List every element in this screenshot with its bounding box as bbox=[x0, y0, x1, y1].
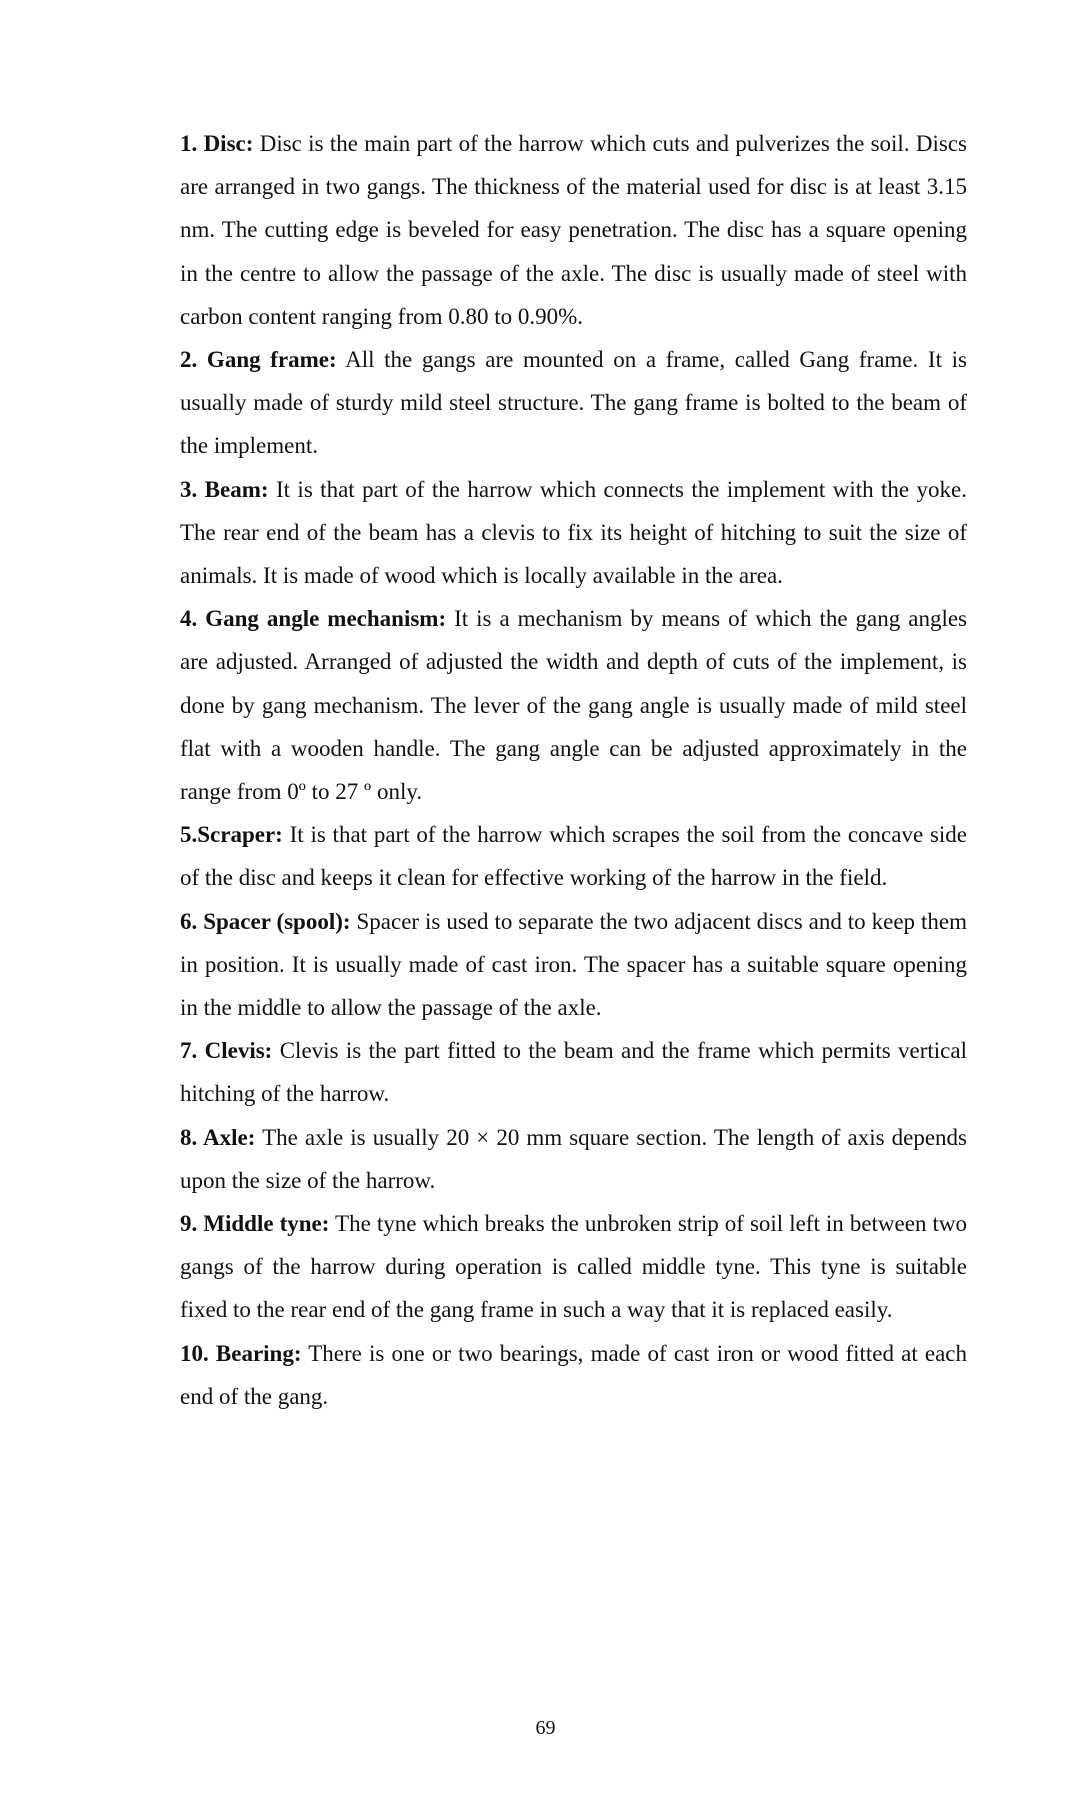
item-term: 7. Clevis: bbox=[180, 1038, 273, 1064]
item-spacer bbox=[180, 900, 967, 1030]
item-text: Spacer is used to separate the two adjacent discs and to keep them in position. It is usually made of cast iron. The spacer has a suitable square opening in the middle to allow the passage of the axle. bbox=[180, 908, 967, 1021]
item-disc bbox=[180, 122, 967, 338]
item-text: There is one or two bearings, made of cast iron or wood fitted at each end of the gang. bbox=[180, 1340, 967, 1409]
item-term: 6. Spacer (spool): bbox=[180, 908, 351, 934]
item-text: Disc is the main part of the harrow which cuts and pulverizes the soil. Discs are arranged in two gangs. The thickness of the material used for disc is at least 3.15 nm. The cutting edge is beveled for easy penetration. The disc has a square opening in the centre to allow the passage of the axle. The disc is usually made of steel with carbon content ranging from 0.80 to 0.90%. bbox=[180, 131, 967, 329]
item-term: 10. Bearing: bbox=[180, 1340, 302, 1366]
item-text: It is that part of the harrow which connects the implement with the yoke. The rear end of the beam has a clevis to fix its height of hitching to suit the size of animals. It is made of wood which is locally available in the area. bbox=[180, 476, 967, 589]
item-scraper bbox=[180, 813, 967, 899]
item-gang-frame bbox=[180, 338, 967, 468]
item-term: 5.Scraper: bbox=[180, 822, 283, 848]
page-number: 69 bbox=[535, 1717, 556, 1739]
item-text: It is a mechanism by means of which the gang angles are adjusted. Arranged of adjusted the width and depth of cuts of the implement, is done by gang mechanism. The lever of the gang angle is usually made of mild steel flat with a wooden handle. The gang angle can be adjusted approximately in the range from 0º to 27 º only. bbox=[180, 606, 967, 805]
item-bearing bbox=[180, 1332, 967, 1418]
item-term: 8. Axle: bbox=[180, 1124, 256, 1150]
item-term: 2. Gang frame: bbox=[180, 347, 337, 373]
item-text: The tyne which breaks the unbroken strip of soil left in between two gangs of the harrow during operation is called middle tyne. This tyne is suitable fixed to the rear end of the gang frame in such a way that it is replaced easily. bbox=[180, 1211, 967, 1323]
item-gang-angle-mechanism bbox=[180, 597, 967, 813]
item-term: 1. Disc: bbox=[180, 131, 254, 156]
item-clevis bbox=[180, 1029, 967, 1115]
item-axle bbox=[180, 1116, 967, 1202]
item-middle-tyne bbox=[180, 1202, 967, 1332]
item-beam bbox=[180, 468, 967, 598]
item-term: 4. Gang angle mechanism: bbox=[180, 606, 447, 632]
item-term: 9. Middle tyne: bbox=[180, 1211, 330, 1237]
item-text: The axle is usually 20 × 20 mm square section. The length of axis depends upon the size of the harrow. bbox=[180, 1124, 967, 1193]
item-text: All the gangs are mounted on a frame, called Gang frame. It is usually made of sturdy mild steel structure. The gang frame is bolted to the beam of the implement. bbox=[180, 347, 967, 459]
page-content bbox=[180, 122, 967, 1418]
item-term: 3. Beam: bbox=[180, 476, 269, 502]
item-text: Clevis is the part fitted to the beam and the frame which permits vertical hitching of the harrow. bbox=[180, 1038, 967, 1107]
item-text: It is that part of the harrow which scrapes the soil from the concave side of the disc and keeps it clean for effective working of the harrow in the field. bbox=[180, 822, 967, 891]
